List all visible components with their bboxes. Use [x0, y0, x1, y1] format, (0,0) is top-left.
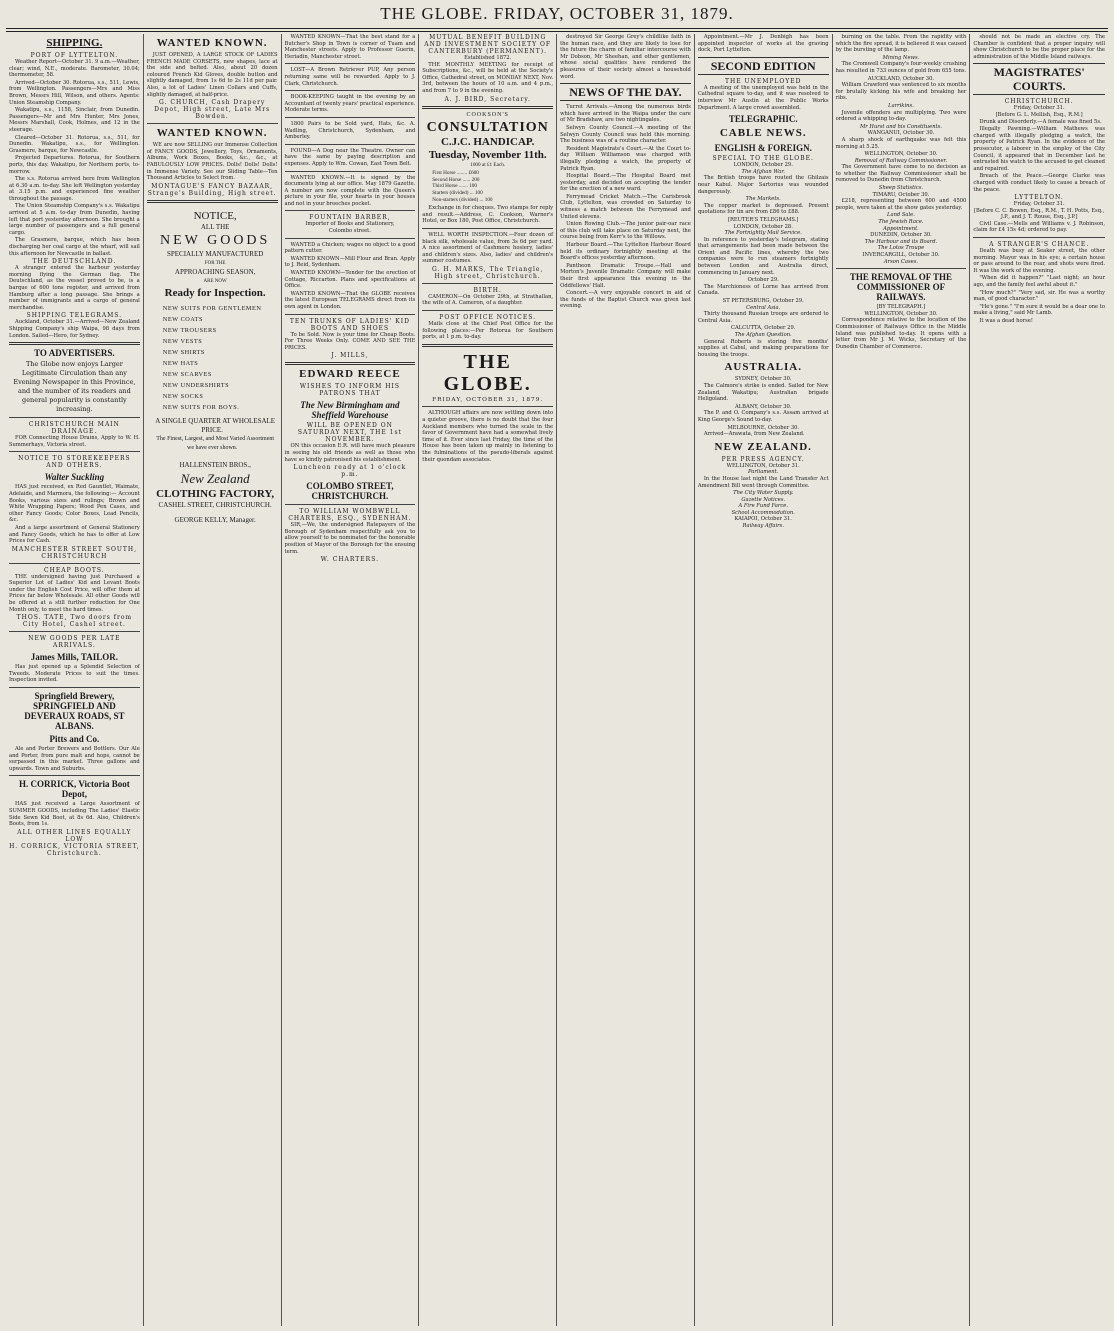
russian-text: Thirty thousand Russian troops are ordered to Central Asia. [697, 311, 829, 324]
mutual-heading: MUTUAL BENEFIT BUILDING AND INVESTMENT SOCIETY OF CANTERBURY (PERMANENT). [424, 34, 552, 55]
parliament-text: In the House last night the Land Transfer Act Amendment Bill went through Committee. [697, 475, 829, 489]
hurst-heading: Mr Hurst and his Constituents. [859, 123, 942, 130]
unemployed-heading: THE UNEMPLOYED [724, 77, 802, 85]
list-item: NEW COATS [162, 315, 204, 323]
column-2 [144, 34, 282, 1326]
magistrates-courts-heading: MAGISTRATES' COURTS. [973, 63, 1105, 95]
deutschland-text: A stranger entered the harbour yesterday morning flying the German flag. The Deutschland, as the vessel proved to be, is a barque of 600 tons register, and arrived from Hamburg after a long passage. She brings a number of immigrants and a cargo of general merchandise. [9, 265, 140, 311]
wombwell-heading: TO WILLIAM WOMBWELL CHARTERS, ESQ., SYDENHAM. [288, 508, 412, 523]
open-date: WILL BE OPENED ON SATURDAY NEXT, THE 1st NOVEMBER. [297, 422, 402, 444]
albany-text: The P. and O. Company's s.s. Assam arrived at King George's Sound to-day. [697, 410, 829, 423]
walter-suckling: Walter Suckling [44, 472, 105, 483]
wanted-item: 1800 Pairs to be Sold yard, Hats, &c. A. Wadling, Christchurch, Sydenham, and Amberley. [284, 120, 416, 141]
lyttelton-heading: LYTTELTON. [1014, 194, 1064, 202]
masthead-title: THE GLOBE. FRIDAY, OCTOBER 31, 1879. [380, 4, 734, 23]
removal-commissioner-heading: THE REMOVAL OF THE COMMISSIONER OF RAILWAYS. [849, 272, 953, 303]
tuesday-date: Tuesday, November 11th. [428, 148, 547, 161]
prize-list [422, 168, 553, 205]
notice-specially: SPECIALLY MANUFACTURED [166, 249, 264, 258]
invercargill-date: INVERCARGILL, October 30. [862, 252, 940, 258]
cleared-text: Cleared—October 31. Rotorua, s.s., 511, for Dunedin. Wakatipu, s.s., for Wellington. Grasmere, barque, for Newcastle. [9, 134, 140, 154]
consultation-heading: CONSULTATION [426, 119, 549, 135]
timaru-text: £218, representing between 600 and 4500 people, were taken at the show gates yesterday. [835, 198, 967, 211]
shipping-para-3: The Grasmere, barque, which has been discharging her coal cargo at the wharf, will sail this afternoon for Newcastle in ballast. [9, 237, 140, 257]
divider [285, 117, 416, 118]
afghan-question: The Afghan Question. [734, 332, 792, 338]
second-edition-heading: SECOND EDITION [698, 57, 829, 75]
notice-all: ALL THE [200, 222, 230, 231]
christchurch: CHRISTCHURCH. [1004, 98, 1074, 106]
divider [285, 144, 416, 145]
wellington-date-3: WELLINGTON, October 30. [864, 310, 938, 317]
notice-are-now: ARE NOW [203, 278, 227, 284]
divider [147, 123, 278, 124]
corrick-all-other: ALL OTHER LINES EQUALLY LOW [17, 828, 132, 843]
shipping-para: The s.s. Rotorua arrived here from Wellington at 6.30 a.m. to-day. She left Wellington yesterday at 3.15 p.m. and experienced fine weather throughout the passage. [9, 176, 140, 202]
luncheon-text: Luncheon ready at 1 o'clock p.m. [293, 464, 407, 479]
walter-text-2: And a large assortment of General Stationery and Fancy Goods, which he has to offer at Low Prices for Cash. [9, 524, 140, 545]
news-item: Hospital Board.—The Hospital Board met yesterday, and decided on accepting the tender for the erection of a new ward. [560, 173, 691, 193]
marchioness-text: The Marchioness of Lorne has arrived from Canada. [697, 283, 829, 297]
chamber-text: should not be made an elective cry. The Chamber is confident that a proper inquiry will show Christchurch to be the proper place for the administration of the Middle Island railways. [973, 34, 1105, 60]
sydney-text: The Calmore's strike is ended. Sailed for New Zealand, Wakatipu; Australian brigade Heligoland. [697, 382, 829, 403]
masthead-rule-bottom [6, 31, 1108, 32]
timaru-date: TIMARU, October 30. [872, 191, 930, 198]
column-1 [6, 34, 144, 1326]
wanted-known-heading: WANTED KNOWN. [156, 37, 268, 49]
mills-name: James Mills, TAILOR. [30, 652, 118, 663]
list-item: NEW VESTS [162, 337, 203, 345]
by-telegraph: [BY TELEGRAPH.] [876, 304, 926, 311]
prize-row: Starters (divided) ... 100 [432, 189, 483, 196]
mills-text: Has just opened up a Splendid Selection of Tweeds. Moderate Prices to suit the times. Inspection invited. [9, 664, 140, 684]
water-supply: The City Water Supply. [733, 490, 794, 497]
divider [973, 237, 1105, 238]
mining-text: The Cromwell Company's four-weekly crushing has resulted in 733 ounces of gold from 655 tons. [835, 61, 967, 74]
marks-name: G. H. MARKS, The Triangle, High street, Christchurch. [431, 265, 544, 280]
charters-sig: W. CHARTERS. [320, 556, 380, 564]
divider [9, 687, 140, 688]
fountain-name: FOUNTAIN BARBER, [309, 214, 391, 222]
divider [9, 775, 140, 776]
leader-continued: destroyed Sir George Grey's childlike faith in the human race, and they are likely to lose for the future the charm of familiar intercourse with Mr Dobson, Mr Sheehan, and other gentlemen, whose social qualities have rendered the pleasures of their society almost a household word. [560, 34, 691, 80]
notice-season: APPROACHING SEASON, [174, 267, 256, 276]
sydney-date: SYDNEY, October 30. [734, 376, 792, 383]
divider [9, 417, 140, 418]
consultation-advert [422, 112, 553, 206]
australia-heading: AUSTRALIA. [724, 361, 802, 374]
stranger-text-4: "He's gone." "I'm sure it would be a dear one to make a living," said Mr Lamb. [973, 303, 1105, 317]
stranger-text-3: "How much?" "Very sad, sir. He was a worthy man, of good character." [973, 289, 1105, 303]
hallenstein-name: HALLENSTEIN BROS., [179, 460, 251, 469]
final-line: It was a dead horse! [979, 318, 1033, 324]
notice-ready: Ready for Inspection. [164, 286, 266, 299]
fountain-sub: Importer of Books and Stationery, [305, 221, 395, 228]
pitts-name: Pitts and Co. [49, 734, 100, 745]
list-item: NEW HATS [162, 359, 199, 367]
sheep-heading: Sheep Statistics. [878, 185, 924, 192]
birmingham-warehouse: The New Birmingham and Sheffield Warehouse [300, 400, 400, 421]
fire-continued: burning on the table. From the rapidity with which the fire spread, it is believed it was caused by the bursting of the lamp. [835, 34, 967, 54]
oct29: October 29. [747, 277, 779, 284]
shipping-para-2: The Union Steamship Company's s.s. Wakatipu arrived at 5 a.m. to-day from Dunedin, having left that port yesterday afternoon. She brought a large number of passengers and a full general cargo. [9, 203, 140, 236]
divider [147, 200, 278, 203]
hallenstein-advert [147, 209, 278, 525]
afghan-text: The British troops have routed the Ghilzais near Kabul. Major Sartorius was wounded dangerously. [697, 175, 829, 195]
land-sale: Land Sale. [887, 212, 915, 219]
tate-name: THOS. TATE, Two doors from City Hotel, Cashel street. [16, 614, 133, 629]
divider [285, 63, 416, 64]
brewery-text: Ale and Porter Brewers and Bottlers. Our Ale and Porter, from pure malt and hops, cannot be surpassed in this market. Three gallons and upwards. Town and Suburbs. [9, 746, 140, 772]
births-heading: BIRTH. [473, 286, 502, 294]
ten-trunks-heading: TEN TRUNKS OF LADIES' KID BOOTS AND SHOES [289, 317, 410, 332]
column-5 [557, 34, 695, 1326]
friday-date: Friday, October 31. [1013, 105, 1065, 112]
corrick-text: HAS just received a Large Assortment of SUMMER GOODS, including The Ladies' Elastic Side Sewn Kid Boot, at 8s 6d. Also, Children's Boots, from 1s. [9, 801, 140, 828]
london-date: LONDON, October 29. [733, 162, 793, 169]
strangers-chance-heading: A STRANGER'S CHANCE. [989, 241, 1090, 249]
telegraphic-heading: TELEGRAPHIC. [728, 114, 798, 125]
arson-cases: Arson Cases. [883, 258, 919, 265]
divider [422, 344, 553, 347]
corsets-text: JUST OPENED, A LARGE STOCK OF LADIES FRENCH MADE CORSETS, new shapes, lace at the side and belted. Also, about 20 dozen coloured French Kid Gloves, double button and slightly damaged, from 1s 6d to 2s 11d per pair. Also, a lot of Ladies' Linen Collars and Cuffs, slightly damaged, at half-price. [146, 52, 278, 98]
column-8 [970, 34, 1108, 1326]
new-zealand: New Zealand [180, 470, 250, 486]
larrikins-text: Juvenile offenders are multiplying. Two were ordered a whipping to-day. [835, 109, 967, 123]
postal-text: Mails close at the Chief Post Office for the following places:—Per Rotorua for Southern ports, at 1 p.m. to-day. [422, 321, 554, 341]
melbourne-date: MELBOURNE, October 30. [727, 424, 800, 431]
harbour-board: The Harbour and its Board. [864, 238, 938, 245]
breach-text: Breach of the Peace.—George Clarke was charged with conduct likely to cause a breach of the peace. [973, 173, 1105, 193]
prize-row: First Horse ........ £600 [432, 170, 479, 177]
civil-case-text: Civil Case.—Mells and Williams v. J. Robinson, claim for £4 15s 4d; ordered to pay. [973, 220, 1105, 234]
drunk-text: Drunk and Disorderly.—A female was fined 5s. [979, 118, 1102, 125]
shipping-telegrams-text: Auckland, October 31.—Arrived—New Zealand Shipping Company's ship Waipa, 98 days from London. Sailed—Hero, for Sydney. [9, 319, 140, 339]
wanted-item: BOOK-KEEPING taught in the evening by an Accountant of twenty years' practical experience. Moderate terms. [284, 94, 416, 114]
divider [285, 504, 416, 505]
london-date-2: LONDON, October 28. [733, 223, 793, 230]
crawford-text: William Crawford was sentenced to six months for brutally kicking his wife and breaking her ribs. [835, 82, 967, 102]
brewery-name: Springfield Brewery, SPRINGFIELD AND DEVERAUX ROADS, ST ALBANS. [24, 691, 125, 732]
port-heading: PORT OF LYTTELTON. [30, 52, 119, 59]
news-item: Resident Magistrate's Court.—At the Court to-day William Williamson was charged with illegally pledging a watch, the property of Patrick Ryan. [560, 145, 691, 172]
divider [285, 362, 416, 365]
reuter-heading: [REUTER'S TELEGRAMS.] [727, 216, 799, 223]
divider [285, 238, 416, 239]
leader-text: ALTHOUGH affairs are now settling down into a quieter groove, there is no doubt that the four Auckland members who turned the scale in the favor of Government have had a somewhat lively time of it. Ever since last Friday, the time of the House has been taken up mainly in listening to the fulminations of the pseudo-liberals against their quondam associates. [422, 410, 554, 463]
weather-report: Weather Report—October 31. 9 a.m.—Weather, clear; wind, N.E., moderate. Barometer, 30.04; thermometer, 58. [9, 59, 140, 79]
news-item: Turret Arrivals.—Among the numerous birds which have arrived in the Waipa under the care of Mr Bradshaw, are two nightingales. [560, 104, 691, 124]
fancy-goods-text: WE are now SELLING our Immense Collection of FANCY GOODS, Jewellery, Toys, Ornaments, Albums, Work Boxes, Books, &c., &c., at FABULOUSLY LOW PRICES. Dolls! Dolls! Dolls! in Immense Variety. See our Sliding Table—Ten Thousand Articles to Select from. [146, 142, 278, 182]
wanted-item: LOST—A Brown Retriever PUP, Any person returning same will be rewarded. Apply to J. Clark, Christchurch. [284, 67, 416, 87]
melbourne-text: Arrived—Arawata, from New Zealand. [703, 431, 805, 438]
montague-name: MONTAGUE'S FANCY BAZAAR, Strange's Building, High street. [147, 182, 277, 197]
st-petersburg: ST PETERSBURG, October 29. [722, 298, 804, 305]
globe-date: FRIDAY, OCTOBER 31, 1879. [432, 396, 544, 403]
manchester-address: MANCHESTER STREET SOUTH, CHRISTCHURCH [11, 545, 138, 560]
clothing-factory: CLOTHING FACTORY, [156, 487, 275, 500]
cheap-boots-text: THE undersigned having just Purchased a Superior Lot of Ladies' Kid and Levant Boots under the English Cost Price, will offer them at Prices far below Wholesale. All other Goods will be offered at a still further reduction for One Month only, to meet the hard times. [9, 573, 140, 613]
wellington-date: WELLINGTON, October 31. [726, 462, 800, 469]
cookson-name: COOKSON'S [466, 111, 509, 118]
news-item: Pantheon Dramatic Troupe.—Hall and Morton's Juvenile Dramatic Company will make their first appearance this evening in the Oddfellows' Hall. [560, 262, 691, 289]
special-globe: SPECIAL TO THE GLOBE. [712, 155, 814, 163]
wanganui-date: WANGANUI, October 30. [867, 130, 935, 137]
mining-heading: Mining News. [882, 54, 920, 61]
notice-new-goods: NEW GOODS [159, 232, 271, 248]
parliament: Parliament. [748, 469, 779, 476]
divider [9, 631, 140, 632]
column-3 [282, 34, 420, 1326]
wanted-item: WANTED KNOWN.—It is signed by the documents lying at our office. May 1879 Gazette. A number are now complete with the Queen's picture in your file, your hearts in your houses and not in your breeches pocket. [284, 174, 416, 207]
news-item: Selwyn County Council.—A meeting of the Selwyn County Council was held this morning. The business was of a routine character. [560, 124, 691, 145]
inspection-text: WELL WORTH INSPECTION.—Four dozen of black silk, wholesale value, from 3s 6d per yard. A nice assortment of Cashmere hosiery, ladies' and children's sizes. Also, ladies' and children's summer costumes. [422, 231, 554, 265]
fountain-address: Colombo street. [328, 228, 371, 235]
cjc-handicap: C.J.C. HANDICAP. [440, 135, 535, 148]
departures-text: Projected Departures. Rotorua, for Southern ports, this day. Wakatipu, for Northern ports, to-morrow. [9, 155, 140, 175]
single-quarter: A SINGLE QUARTER AT WHOLESALE PRICE. [155, 416, 276, 434]
lotos-troupe: The Lotos Troupe [877, 245, 925, 252]
railway-affairs: Railway Affairs. [742, 523, 784, 530]
new-zealand-heading: NEW ZEALAND. [714, 440, 812, 453]
friday-date-2: Friday, October 31. [1013, 201, 1065, 208]
prize-row: Third Horse ....... 100 [432, 183, 477, 190]
corrick-address: H. CORRICK, VICTORIA STREET, Christchurch. [9, 842, 140, 857]
gazette-notices: Gazette Notices. [741, 496, 786, 503]
roberts-text: General Roberts is storing five months' supplies at Cabul, and making preparations for housing the troops. [697, 338, 829, 358]
arrived-text: Arrived—October 30. Rotorua, s.s., 511, Lewis, from Wellington. Passengers—Mrs and Miss Brown, Messrs Hill, Wilson, and others. Agents: Union Steamship Company. [9, 79, 140, 106]
notice-for: FOR THE [204, 260, 226, 266]
masthead-rule-top [6, 28, 1108, 29]
ten-trunks-text: To be Sold. Now is your time for Cheap Boots. For Three Weeks Only. COME AND SEE THE PRICES. [284, 331, 416, 351]
reece-sub: WISHES TO INFORM HIS PATRONS THAT [299, 383, 400, 398]
list-item: NEW SHIRTS [162, 348, 205, 356]
assortment-text: The Finest, Largest, and Most Varied Assortment we have ever shown. [156, 435, 275, 451]
colombo-street: COLOMBO STREET, CHRISTCHURCH. [306, 481, 394, 502]
news-of-day-heading: NEWS OF THE DAY. [560, 83, 691, 101]
list-item: NEW SOCKS [162, 392, 204, 400]
dunedin-date: DUNEDIN, October 30. [870, 232, 932, 239]
established: Established 1872. [464, 55, 512, 61]
markets-text: The copper market is depressed. Present quotations for tin are from £86 to £88. [697, 202, 829, 216]
list-item: NEW UNDERSHIRTS [162, 381, 230, 389]
school-accommodation: School Accommodation. [731, 509, 795, 516]
divider [422, 310, 553, 311]
pawning-text: Illegally Pawning.—William Mathews was charged with illegally pledging a watch, the property of Patrick Ryan. In the evidence of the prosecutor, a laborer in the employ of the City Council, it appeared that in December last he entrusted his watch to the accused to get cleaned and repaired. [973, 126, 1105, 172]
new-goods-heading: NEW GOODS PER LATE ARRIVALS. [28, 635, 121, 650]
earthquake-text: A sharp shock of earthquake was felt this morning at 5.25. [835, 136, 967, 150]
english-foreign: ENGLISH & FOREIGN. [714, 143, 812, 154]
drainage-heading: CHRISTCHURCH MAIN DRAINAGE. [28, 421, 120, 436]
deutschland-heading: THE DEUTSCHLAND. [32, 258, 117, 266]
wellington-date-2: WELLINGTON, October 30. [864, 151, 938, 158]
divider [9, 451, 140, 452]
columns [6, 34, 1108, 1326]
divider [422, 406, 553, 407]
wanted-known-heading-2: WANTED KNOWN. [156, 127, 268, 140]
divider [285, 314, 416, 315]
postal-heading: POST OFFICE NOTICES. [439, 314, 537, 322]
appointment-text: Appointment.—Mr J. Denbigh has been appointed inspector of works at the graving dock, Port Lyttelton. [697, 34, 829, 54]
list-item: NEW SUITS FOR BOYS. [162, 403, 240, 411]
before-mellish: [Before G. L. Mellish, Esq., R.M.] [995, 111, 1083, 118]
press-agency: PER PRESS AGENCY. [721, 455, 805, 463]
kaiapoi-date: KAIAPOI, October 31. [734, 516, 792, 523]
divider [836, 268, 967, 269]
prize-row: Non-starters (divided) ... 100 [432, 196, 493, 203]
kelly-manager: GEORGE KELLY, Manager. [174, 515, 256, 524]
list-item: NEW SCARVES [162, 370, 212, 378]
wanted-item: WANTED KNOWN—That the GLOBE receives the latest European TELEGRAMS direct from its own agent in London. [284, 290, 416, 310]
column-7 [833, 34, 971, 1326]
afghan-war: The Afghan War. [741, 168, 785, 175]
list-item: NEW TROUSERS [162, 326, 217, 334]
wanted-item: WANTED KNOWN—That the best stand for a Butcher's Shop in Town is corner of Tuam and Manchester streets. Apply to Professor Guerin, Heriadin, Manchester street. [284, 34, 416, 60]
drainage-text: FOR Connecting House Drains, Apply to W. H. Summerhays, Victoria street. [9, 435, 140, 448]
news-item: Harbour Board.—The Lyttelton Harbour Board held its ordinary fortnightly meeting at the Board's offices yesterday afternoon. [560, 242, 691, 262]
fire-fund: A Fire Fund Farce. [738, 503, 788, 510]
removal-heading: Removal of Railway Commissioner. [854, 157, 948, 164]
new-items-list [147, 304, 278, 413]
cable-news: CABLE NEWS. [719, 127, 807, 140]
prize-info: 1000 at £1 Each. [470, 161, 506, 168]
stranger-text-2: "When did it happen?" "Last night; an hour ago, and the family feel awful about it." [973, 275, 1105, 289]
correspondence-text: Correspondence relative to the location of the Commissioner of Railways Office in the Middle Island was published to-day. It opens with a letter from Mr J. M. Wicks, Secretary of the Dunedin Chamber of Commerce. [835, 317, 967, 350]
store-heading: NOTICE TO STOREKEEPERS AND OTHERS. [18, 455, 131, 470]
divider [285, 210, 416, 211]
wanted-item: WANTED KNOWN—Tender for the erection of Cottage, Riccarton. Plans and specifications at Office. [284, 270, 416, 290]
unemployed-text: A meeting of the unemployed was held in the Cathedral square to-day, and it was resolved to interview Mr Austin at the Public Works Department. A large crowd assembled. [697, 84, 829, 111]
mail-text: In reference to yesterday's telegram, stating that arrangements had been made between the Orient and Pacific lines, whereby the two companies were to run steamers fortnightly between London and Australia direct, commencing in January next. [697, 236, 829, 276]
removal-text: The Government have come to no decision as to whether the Railway Commissioner shall be removed to Dunedin from Christchurch. [835, 164, 967, 184]
markets-heading: The Markets. [745, 196, 781, 203]
jewish-race: The Jewish Race. [878, 219, 924, 226]
exchange-text: Exchange in for cheques. Two stamps for reply and result.—Address, C. Cookson, Warner's Hotel, or Box 180, Post Office, Christchurch. [422, 205, 554, 225]
mutual-text: THE MONTHLY MEETING for receipt of Subscriptions, &c., will be held at the Society's Office, Cathedral street, on MONDAY NEXT, Nov. 3rd, between the hours of 10 a.m. and 4 p.m., and from 7 to 9 in the evening. [422, 61, 554, 94]
larrikins-heading: Larrikins. [888, 102, 914, 109]
divider [285, 90, 416, 91]
before-bowen: [Before C. C. Bowen, Esq., R.M., T. H. Potts, Esq., J.P., and J. T. Rouse, Esq., J.P.] [974, 207, 1105, 221]
divider [422, 228, 553, 229]
auckland-date: AUCKLAND, October 30. [867, 75, 935, 82]
reece-name: EDWARD REECE [299, 368, 401, 381]
divider [9, 342, 140, 345]
divider [422, 283, 553, 284]
cheap-boots-heading: CHEAP BOOTS. [44, 566, 105, 574]
divider [285, 171, 416, 172]
mills-name-2: J. MILLS, [331, 352, 369, 360]
news-item: Concert.—A very enjoyable concert in aid of the funds of the Baptist Church was given last evening. [560, 290, 691, 310]
prize-row: Second Horse ...... 200 [432, 176, 480, 183]
wombwell-text: SIR,—We, the undersigned Ratepayers of the Borough of Sydenham respectfully ask you to allow yourself to be nominated for the honorable position of Mayor of the Borough for the ensuing term. [284, 522, 416, 555]
church-name: G. CHURCH, Cash Drapery Depot, High street, Late Mrs Bowden. [154, 99, 271, 121]
arrived-text-2: Wakatipu, s.s., 1158, Sinclair, from Dunedin. Passengers—Mr and Mrs Hunter, Mrs Jones, Messrs Marshall, Cook, Holmes, and 12 in the steerage. [9, 107, 140, 133]
mail-heading: The Fortnightly Mail Service. [724, 230, 802, 237]
albany-date: ALBANY, October 30. [734, 403, 792, 410]
advertisers-heading: TO ADVERTISERS. [34, 348, 115, 359]
wanted-item: FOUND—A Dog near the Theatre. Owner can have the same by paying description and expenses. Apply to Wm. Cowan, East Town Belt. [284, 147, 416, 167]
news-item: Ferrymead Cricket Match.—The Carisbrook Club, Lyttelton, was crowded on Saturday to witness a match between the Ferrymead and United elevens. [560, 193, 691, 220]
cashel-street: CASHEL STREET, CHRISTCHURCH. [158, 500, 272, 509]
shipping-telegrams-heading: SHIPPING TELEGRAMS. [26, 312, 123, 320]
shipping-heading: SHIPPING. [46, 37, 103, 49]
divider [422, 106, 553, 109]
reece-text: ON this occasion E.R. will have much pleasure in seeing his old friends as well as those who have so kindly patronised his establishment. [284, 443, 416, 463]
wanted-item: WANTED a Chicken; wages no object to a good pattern cutter. [284, 241, 416, 255]
birth-text: CAMERON—On October 29th, at Strathallan, the wife of A. Cameron, of a daughter. [422, 293, 554, 307]
wanted-item: WANTED KNOWN—Mill Flour and Bran. Apply to J. Reid, Sydenham. [284, 255, 416, 269]
appointment: Appointment. [883, 225, 919, 232]
secretary: A. J. BIRD, Secretary. [444, 95, 531, 103]
walter-text: HAS just received, ex Red Gauntlet, Waimate, Adelaide, and Marmora, the following:— Account Books, various sizes and rulings; Brown and White Wrapping Papers; Wood Pen Cases, and other Fancy Goods; Color Boxes, Lead Pencils, &c. [9, 484, 140, 524]
calcutta: CALCUTTA, October 29. [731, 325, 796, 332]
central-asia: Central Asia. [746, 304, 781, 311]
stranger-text: Death was busy at Seaker street, the other morning. Mayor was in his eye; a certain house or pass around to the rear, and shots were fired. It was the work of the evening. [973, 248, 1105, 274]
globe-title: THE GLOBE. [443, 350, 532, 395]
news-item: Union Rowing Club.—The junior pair-oar race of this club will take place on Saturday next, the course being from Kerr's to the Willows. [560, 221, 691, 241]
advertisers-text: The Globe now enjoys Larger Legitimate Circulation than any Evening Newspaper in this Province, and the number of its readers and general popularity is constantly increasing. [13, 360, 136, 414]
corrick-name: H. CORRICK, Victoria Boot Depot, [19, 779, 130, 800]
notice-title: NOTICE, [193, 209, 237, 222]
column-4 [419, 34, 557, 1326]
list-item: NEW SUITS FOR GENTLEMEN [162, 304, 262, 312]
divider [9, 563, 140, 564]
column-6 [695, 34, 833, 1326]
